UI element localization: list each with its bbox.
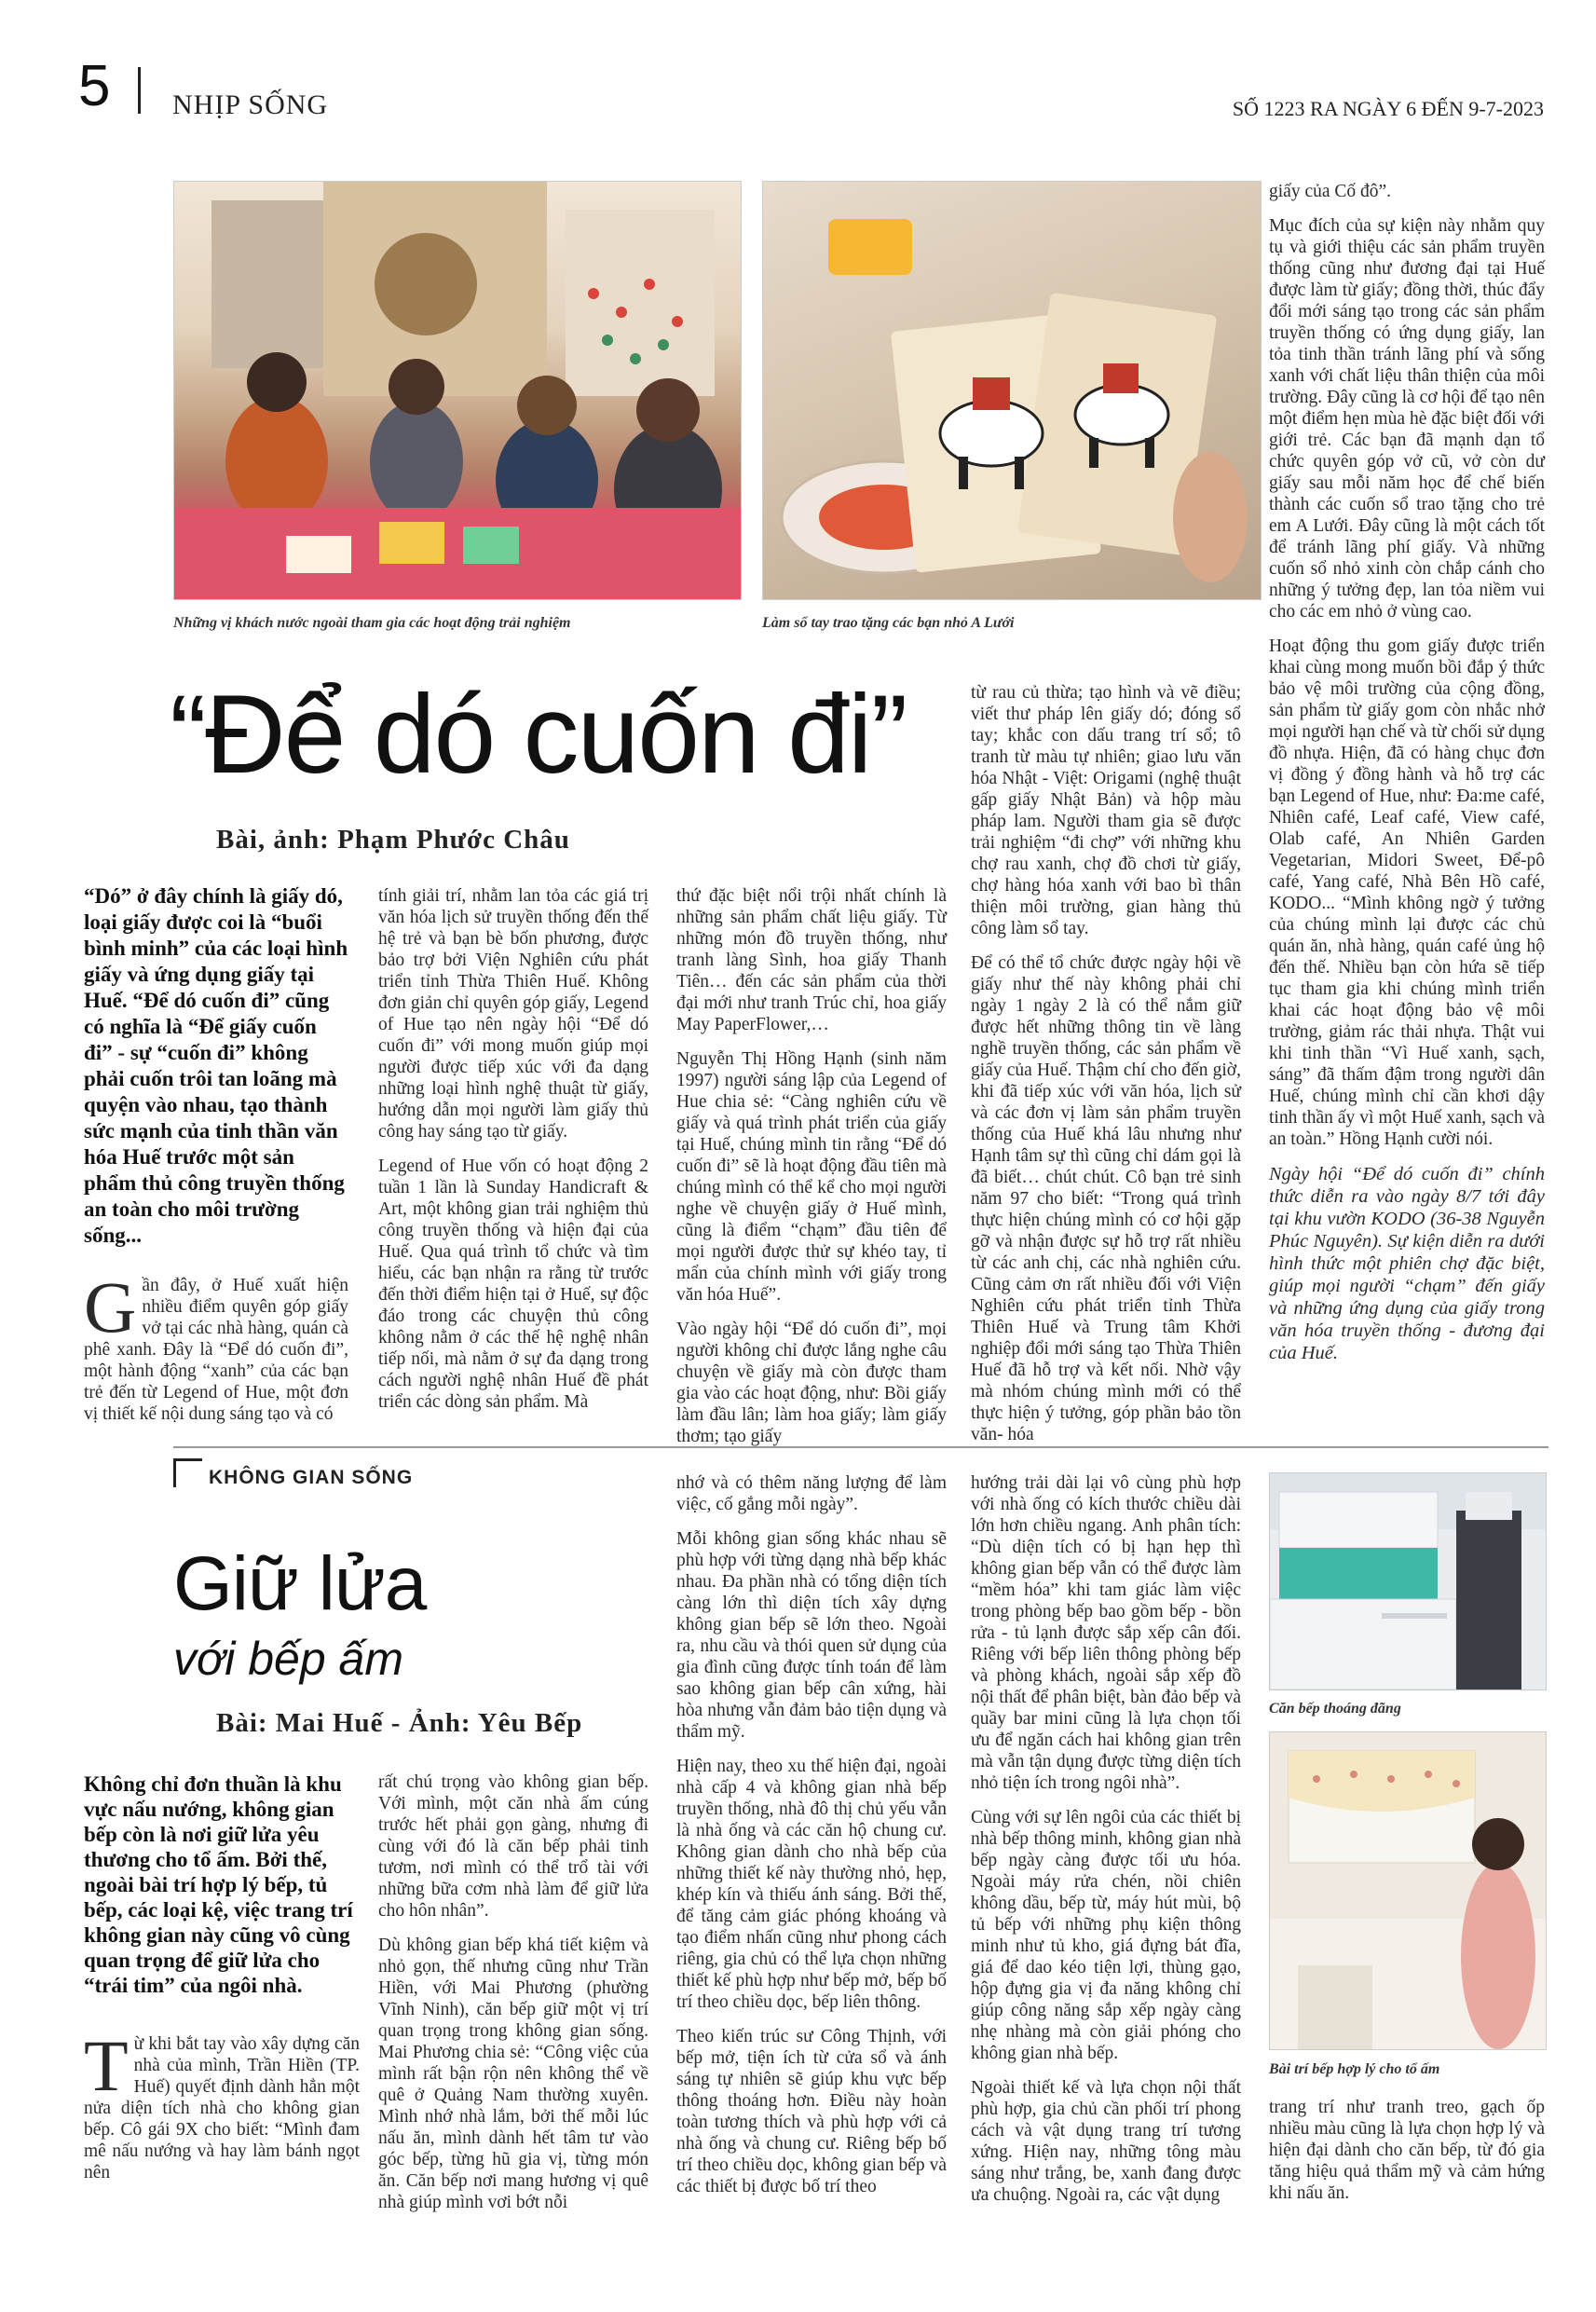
article-paragraph: Nguyễn Thị Hồng Hạnh (sinh năm 1997) người sáng lập của Legend of Hue chia sẻ: “Càng nghiên cứu về giấy và quá trình phát triển của giấy tại Huế, chúng mình tin rằng “Để dó cuốn đi” sẽ là hoạt động đầu tiên mà chúng mình có thể kể cho mọi người nghe về chuyện giấy ở Huế mình, cũng là điểm “chạm” đầu tiên để mọi người được thử sự khéo tay, tỉ mẩn của chính mình với giấy trong văn hóa Huế”. bbox=[676, 1049, 947, 1305]
article-paragraph: Cùng với sự lên ngôi của các thiết bị nhà bếp thông minh, không gian nhà bếp ngày càng được tối ưu hóa. Ngoài máy rửa chén, nồi chiên không dầu, bếp từ, máy hút mùi, bộ tủ bếp với những phụ kiện thông minh như tủ kho, giá đựng bát đĩa, giá để dao kéo tiện lợi, thùng gạo, hộp đựng gia vị đa năng không chỉ giúp công năng sắp xếp ngày càng nhẹ nhàng mà còn giải phóng cho không gian nhà bếp. bbox=[971, 1808, 1241, 2063]
article-paragraph: Vào ngày hội “Để dó cuốn đi”, mọi người không chỉ được lắng nghe câu chuyện về giấy mà còn được tham gia vào các hoạt động, như: Bồi giấy làm đầu lân; làm hoa giấy; làm giấy thơm; tạo giấy bbox=[676, 1320, 947, 1446]
event-info-box: Ngày hội “Để dó cuốn đi” chính thức diễn ra vào ngày 8/7 tới đây tại khu vườn KODO (36-38 Nguyễn Phúc Nguyên). Sự kiện diễn ra dưới hình thức một phiên chợ đặc biệt, giúp mọi người “chạm” đến giấy và những ứng dụng của giấy trong văn hóa truyền thống - đương đại của Huế. bbox=[1269, 1164, 1545, 1363]
photo-caption: Bài trí bếp hợp lý cho tổ ấm bbox=[1269, 2061, 1440, 2077]
article-paragraph: nhớ và có thêm năng lượng để làm việc, cố gắng mỗi ngày”. bbox=[676, 1473, 947, 1514]
article-byline: Bài: Mai Huế - Ảnh: Yêu Bếp bbox=[216, 1708, 583, 1738]
article-paragraph: Từ khi bắt tay vào xây dựng căn nhà của mình, Trần Hiền (TP. Huế) quyết định dành hẳn một nửa diện tích nhà cho không gian bếp. Cô gái 9X cho biết: “Mình đam mê nấu nướng và hay làm bánh ngọt nên bbox=[84, 2025, 360, 2182]
article-paragraph: thứ đặc biệt nổi trội nhất chính là những sản phẩm chất liệu giấy. Từ những món đồ truyền thống, như tranh làng Sình, hoa giấy Thanh Tiên… đến các sản phẩm của thời đại mới như tranh Trúc chỉ, hoa giấy May PaperFlower,… bbox=[676, 886, 947, 1034]
photo-caption: Căn bếp thoáng đãng bbox=[1269, 1701, 1401, 1717]
article-subtitle: với bếp ấm bbox=[173, 1633, 403, 1685]
article-paragraph: Để có thể tổ chức được ngày hội về giấy như thế này không phải chỉ ngày 1 ngày 2 là có thể nắm giữ được hết những thông tin về làng nghề truyền thống, các sản phẩm về giấy của Huế. Thậm chí cho đến giờ, khi đã tiếp xúc với văn hóa, lịch sử và các đơn vị làm sản phẩm truyền thống của Huế khá lâu nhưng như Hạnh tâm sự thì cũng chỉ dám gọi là đã biết… chút chút. Cô bạn trẻ sinh năm 97 cho biết: “Trong quá trình thực hiện chúng mình có cơ hội gặp gỡ và nhận được sự hỗ trợ rất nhiều từ các anh chị, các nhà nghiên cứu. Cũng cảm ơn rất nhiều đối với Viện Nghiên cứu phát triển tỉnh Thừa Thiên Huế và Trung tâm Khởi nghiệp đổi mới sáng tạo Thừa Thiên Huế đã hỗ trợ và kết nối. Nhờ vậy mà nhóm chúng mình mới có thể thực hiện ý tưởng, góp phần bảo tồn văn- hóa bbox=[971, 953, 1241, 1444]
article-paragraph: tính giải trí, nhằm lan tỏa các giá trị văn hóa lịch sử truyền thống đến thế hệ trẻ và bạn bè bốn phương, được bảo trợ bởi Viện Nghiên cứu phát triển tỉnh Thừa Thiên Huế. Không đơn giản chỉ quyên góp giấy, Legend of Hue tạo nên ngày hội “Để dó cuốn đi” với mong muốn giúp mọi người được tiếp xúc với đa dạng những loại hình nghệ thuật từ giấy, hướng dẫn mọi người làm giấy thủ công hay sáng tạo từ giấy. bbox=[378, 886, 648, 1142]
article-paragraph: Mục đích của sự kiện này nhằm quy tụ và giới thiệu các sản phẩm truyền thống cũng như đương đại tại Huế được làm từ giấy; đồng thời, thúc đẩy đổi mới sáng tạo trong các sản phẩm truyền thống có ứng dụng giấy, lan tỏa tinh thần tránh lãng phí và sống xanh với chất liệu thân thiện của môi trường. Đây cũng là cơ hội để tạo nên một điểm hẹn mùa hè đặc biệt đối với giới trẻ. Các bạn đã mạnh dạn tổ chức quyên góp vở cũ, vở còn dư giấy sau mỗi năm học để chế biến thành các cuốn sổ trao tặng cho trẻ em A Lưới. Đây cũng là một cách tốt để tránh lãng phí giấy. Và những cuốn sổ nhỏ xinh còn chắp cánh cho những ý tưởng đẹp, lan tỏa niềm vui cho các em nhỏ ở vùng cao. bbox=[1269, 216, 1545, 622]
article-lead: “Dó” ở đây chính là giấy dó, loại giấy được coi là “buổi bình minh” của các loại hình giấy và ứng dụng giấy tại Huế. “Để dó cuốn đi” cũng có nghĩa là “Để giấy cuốn đi” - sự “cuốn đi” không phải cuốn trôi tan loãng mà quyện vào nhau, tạo thành sức mạnh của tinh thần văn hóa Huế trước một sản phẩm thủ công truyền thống an toàn cho môi trường sống... bbox=[84, 884, 348, 1247]
article-paragraph: Theo kiến trúc sư Công Thịnh, với bếp mở, tiện ích từ cửa sổ và ánh sáng tự nhiên sẽ giúp khu vực bếp thông thoáng hơn. Điều này hoàn toàn tương thích và phù hợp với cả nhà ống và chung cư. Riêng bếp bố trí theo chiều dọc, không gian bếp và các thiết bị được bố trí theo bbox=[676, 2027, 947, 2196]
photo-kitchen-bright bbox=[1269, 1472, 1547, 1690]
photo-workshop bbox=[173, 181, 742, 600]
article-byline: Bài, ảnh: Phạm Phước Châu bbox=[216, 825, 570, 855]
photo-caption-right: Làm sổ tay trao tặng các bạn nhỏ A Lưới bbox=[762, 615, 1015, 631]
article-separator bbox=[173, 1446, 1548, 1448]
article-paragraph: rất chú trọng vào không gian bếp. Với mình, một căn nhà ấm cúng trước hết phải gọn gàng, nhưng đi cùng với đó là căn bếp phải tinh tươm, nơi mình có thể trổ tài với những bữa cơm nhà làm để giữ lửa cho hôn nhân”. bbox=[378, 1772, 648, 1921]
article-paragraph: Mỗi không gian sống khác nhau sẽ phù hợp với từng dạng nhà bếp khác nhau. Đa phần nhà có tổng diện tích càng lớn thì diện tích xây dựng không gian bếp sẽ lớn theo. Ngoài ra, nhu cầu và thói quen sử dụng của gia đình cũng được tính toán để làm sao không gian bếp cân xứng, hài hòa nhưng vẫn đảm bảo tiện dụng và thẩm mỹ. bbox=[676, 1529, 947, 1742]
section-label-box bbox=[173, 1458, 202, 1487]
issue-info: SỐ 1223 RA NGÀY 6 ĐẾN 9-7-2023 bbox=[1232, 97, 1544, 120]
article-paragraph: Ngoài thiết kế và lựa chọn nội thất phù hợp, gia chủ cần phối trí phong cách và vật dụng trang trí tương xứng. Hiện nay, những tông màu sáng như trắng, be, xanh đang được ưa chuộng. Ngoài ra, các vật dụng bbox=[971, 2078, 1241, 2205]
header-divider bbox=[138, 67, 141, 114]
article-paragraph: giấy của Cố đô”. bbox=[1269, 182, 1392, 201]
article-paragraph: từ rau củ thừa; tạo hình và vẽ điều; viết thư pháp lên giấy dó; đóng sổ tay; khắc con dấu trang trí sổ; tô tranh từ màu tự nhiên; giao lưu văn hóa Nhật - Việt: Origami (nghệ thuật gấp giấy Nhật Bản) và hộp màu pháp lam. Người tham gia sẽ được trải nghiệm “đi chợ” với những khu chợ rau xanh, chợ đồ chơi từ giấy, chợ hàng hóa xanh với bao bì thân thiện môi trường, gian hàng thủ công làm sổ tay. bbox=[971, 683, 1241, 938]
section-label: KHÔNG GIAN SỐNG bbox=[209, 1467, 414, 1488]
photo-notebooks bbox=[762, 181, 1262, 600]
article-title: Giữ lửa bbox=[173, 1541, 427, 1626]
section-title: NHỊP SỐNG bbox=[172, 89, 329, 120]
article-paragraph: Legend of Hue vốn có hoạt động 2 tuần 1 lần là Sunday Handicraft & Art, một không gian trải nghiệm thủ công truyền thống và hiện đại của Huế. Qua quá trình tổ chức và tìm hiểu, các bạn nhận ra rằng từ trước đến thời điểm hiện tại ở Huế, sự độc đáo trong các chuyện thủ công không nằm ở các thế hệ nghệ nhân tiếp nối, mà nằm ở sự đa dạng trong cách người nghệ nhân Huế đề phát triển các dòng sản phẩm. Mà bbox=[378, 1156, 648, 1412]
photo-kitchen-woman bbox=[1269, 1731, 1547, 2050]
article-paragraph: trang trí như tranh treo, gạch ốp nhiều màu cũng là lựa chọn hợp lý và hiện đại dành cho căn bếp, từ đó gia tăng hiệu quả thẩm mỹ và cảm hứng khi nấu ăn. bbox=[1269, 2098, 1545, 2203]
article-paragraph: Gần đây, ở Huế xuất hiện nhiều điểm quyên góp giấy vở tại các nhà hàng, quán cà phê xanh. Đây là “Để dó cuốn đi”, một hành động “xanh” của các bạn trẻ đến từ Legend of Hue, một đơn vị thiết kế nội dung sáng tạo và có bbox=[84, 1266, 348, 1424]
article-paragraph: hướng trải dài lại vô cùng phù hợp với nhà ống có kích thước chiều dài lớn hơn chiều ngang. Anh phân tích: “Dù diện tích có bị hạn hẹp thì không gian bếp vẫn có thể được làm “mềm hóa” khi tam giác làm việc trong phòng bếp bao gồm bếp - bồn rửa - tủ lạnh được sắp xếp cân đối. Riêng với bếp liên thông phòng bếp và phòng khách, ngoài sắp xếp đồ nội thất để phân biệt, bàn đảo bếp và quầy bar mini cũng là lựa chọn tối ưu để ngăn cách hai không gian trên mà vẫn tận dụng được từng diện tích nhỏ tiện ích trong ngôi nhà”. bbox=[971, 1473, 1241, 1793]
article-lead: Không chỉ đơn thuần là khu vực nấu nướng, không gian bếp còn là nơi giữ lửa yêu thương cho tổ ấm. Bởi thế, ngoài bài trí hợp lý bếp, tủ bếp, các loại kệ, việc trang trí không gian này cũng vô cùng quan trọng để giữ lửa cho “trái tim” của ngôi nhà. bbox=[84, 1772, 353, 1997]
article-title: “Để dó cuốn đi” bbox=[170, 672, 907, 797]
article-paragraph: Hoạt động thu gom giấy được triển khai cùng mong muốn bồi đắp ý thức bảo vệ môi trường của cộng đồng, sản phẩm từ giấy gom còn nhắc nhở mọi người hạn chế và từ chối sử dụng đồ nhựa. Hiện, đã có hàng chục đơn vị đồng ý đồng hành và hỗ trợ các bạn Legend of Hue, như: Đa:me café, Nhiên café, Leaf café, View café, Olab café, An Nhiên Garden Vegetarian, Midori Sweet, Để-pô café, Yang café, Nhà Bên Hồ café, KODO... “Mình không ngờ ý tưởng của chúng mình lại được các chủ quán ăn, nhà hàng, quán café ủng hộ đến thế. Nhiều bạn còn hứa sẽ tiếp tục tham gia khi chúng mình triển khai các hoạt động bảo vệ môi trường, giảm rác thải nhựa. Thật vui khi tinh thần “Vì Huế xanh, sạch, sáng” đã thấm đậm trong người dân Huế, chúng mình chỉ cần khơi dậy tinh thần ấy vì một Huế xanh, sạch và an toàn.” Hồng Hạnh cười nói. bbox=[1269, 636, 1545, 1149]
page-number: 5 bbox=[78, 54, 111, 118]
article-paragraph: Hiện nay, theo xu thế hiện đại, ngoài nhà cấp 4 và không gian nhà bếp truyền thống, nhà đô thị chủ yếu vẫn là nhà ống và các căn hộ chung cư. Không gian dành cho nhà bếp của những thiết kế này thường nhỏ, hẹp, khép kín và thiếu ánh sáng. Bởi thế, để tăng cảm giác phóng khoáng và tạo điểm nhấn cũng như phong cách riêng, gia chủ có thể lựa chọn những thiết kế phù hợp như bếp mở, bếp bố trí theo chiều dọc, bếp liên thông. bbox=[676, 1757, 947, 2012]
photo-caption-left: Những vị khách nước ngoài tham gia các hoạt động trải nghiệm bbox=[173, 615, 571, 631]
article-paragraph: Dù không gian bếp khá tiết kiệm và nhỏ gọn, thế nhưng cũng như Trần Hiền, với Mai Phương (phường Vĩnh Ninh), căn bếp giữ một vị trí quan trọng trong không gian sống. Mai Phương chia sẻ: “Công việc của mình rất bận rộn nên không thể về quê ở Quảng Nam thường xuyên. Mình nhớ nhà lắm, bởi thế mỗi lúc nấu ăn, mình dành hết tâm tư vào góc bếp, từng hũ gia vị, từng món ăn. Căn bếp nơi mang hương vị quê nhà giúp mình vơi bớt nỗi bbox=[378, 1936, 648, 2212]
